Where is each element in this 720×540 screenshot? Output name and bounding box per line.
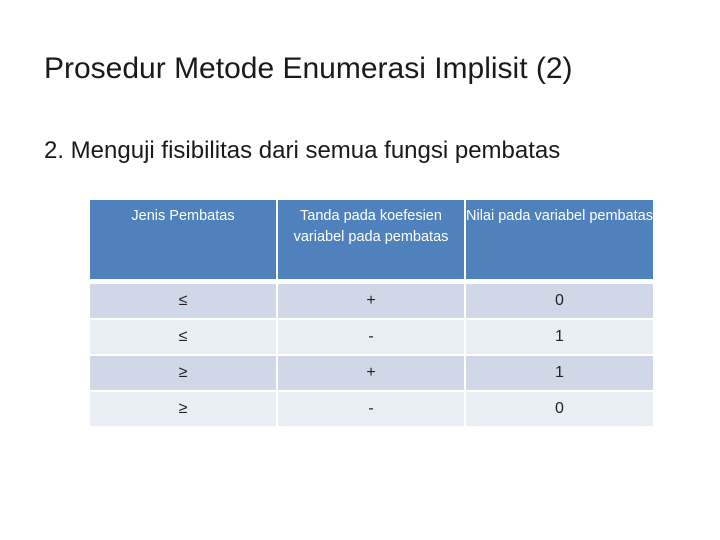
cell-tanda-koefesien: +	[276, 354, 464, 390]
header-jenis-pembatas: Jenis Pembatas	[90, 200, 276, 282]
cell-jenis-pembatas: ≤	[90, 318, 276, 354]
cell-tanda-koefesien: -	[276, 318, 464, 354]
header-tanda-koefesien: Tanda pada koefesien variabel pada pembatas	[276, 200, 464, 282]
cell-nilai-variabel: 1	[464, 354, 653, 390]
table-row	[90, 390, 653, 426]
table-body	[90, 282, 653, 426]
cell-jenis-pembatas: ≥	[90, 390, 276, 426]
table-row	[90, 318, 653, 354]
cell-nilai-variabel: 0	[464, 282, 653, 318]
cell-tanda-koefesien: +	[276, 282, 464, 318]
cell-jenis-pembatas: ≥	[90, 354, 276, 390]
slide-subtitle: 2. Menguji fisibilitas dari semua fungsi pembatas	[44, 137, 561, 164]
slide-title: Prosedur Metode Enumerasi Implisit (2)	[44, 52, 573, 85]
table-row	[90, 354, 653, 390]
table-header	[90, 200, 653, 282]
table-row	[90, 282, 653, 318]
cell-nilai-variabel: 0	[464, 390, 653, 426]
table-header-row	[90, 200, 653, 282]
constraint-table	[90, 200, 653, 426]
cell-jenis-pembatas: ≤	[90, 282, 276, 318]
cell-nilai-variabel: 1	[464, 318, 653, 354]
cell-tanda-koefesien: -	[276, 390, 464, 426]
header-nilai-variabel: Nilai pada variabel pembatas	[464, 200, 653, 282]
